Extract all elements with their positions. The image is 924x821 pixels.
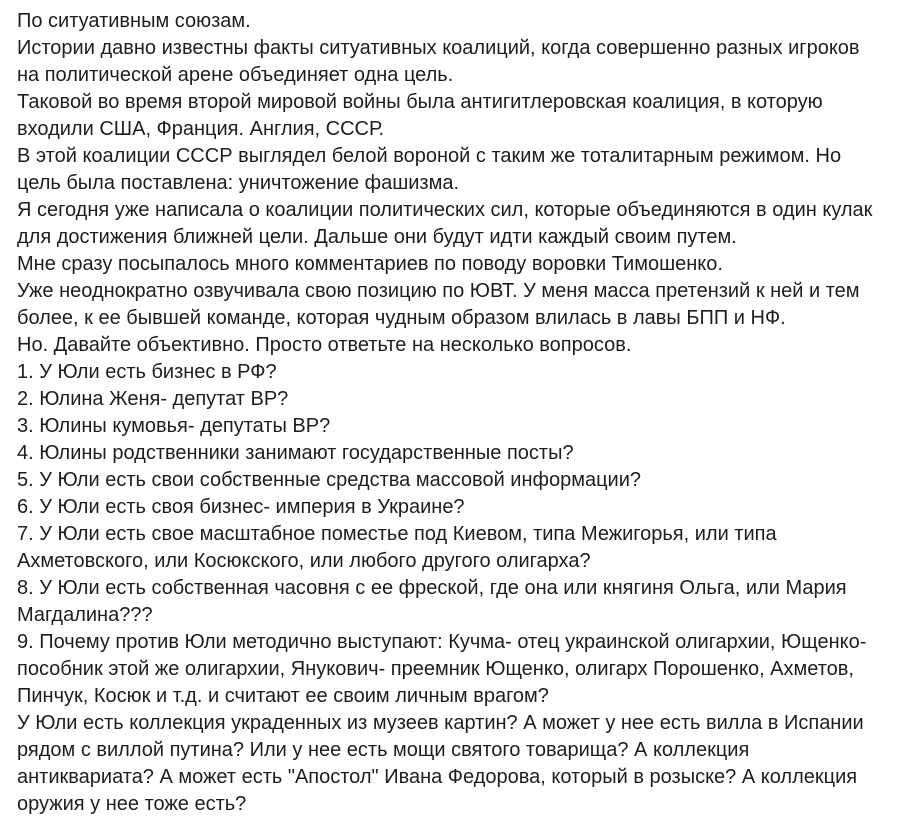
post-line: оружия у нее тоже есть? [17, 793, 247, 815]
question-line: 6. У Юли есть своя бизнес- империя в Украине? [17, 496, 465, 518]
question-line: 3. Юлины кумовья- депутаты ВР? [17, 415, 331, 437]
post-line: антиквариата? А может есть "Апостол" Ивана Федорова, который в розыске? А коллекция [17, 766, 858, 788]
post-line: В этой коалиции СССР выглядел белой вороной с таким же тоталитарным режимом. Но [17, 145, 842, 167]
post-line: Уже неоднократно озвучивала свою позицию по ЮВТ. У меня масса претензий к ней и тем [17, 280, 860, 302]
question-line: 5. У Юли есть свои собственные средства массовой информации? [17, 469, 642, 491]
post-line: входили США, Франция. Англия, СССР. [17, 118, 385, 140]
question-line: 9. Почему против Юли методично выступают: Кучма- отец украинской олигархии, Ющенко- [17, 631, 867, 653]
post-text [17, 8, 917, 818]
post-line: цель была поставлена: уничтожение фашизма. [17, 172, 460, 194]
post-line: Я сегодня уже написала о коалиции политических сил, которые объединяются в один кулак [17, 199, 873, 221]
post-line: Таковой во время второй мировой войны была антигитлеровская коалиция, в которую [17, 91, 823, 113]
question-line: 7. У Юли есть свое масштабное поместье под Киевом, типа Межигорья, или типа [17, 523, 777, 545]
post-line: на политической арене объединяет одна цель. [17, 64, 454, 86]
question-line: 2. Юлина Женя- депутат ВР? [17, 388, 289, 410]
question-line: 1. У Юли есть бизнес в РФ? [17, 361, 277, 383]
question-line: 4. Юлины родственники занимают государственные посты? [17, 442, 574, 464]
post-line: Мне сразу посыпалось много комментариев по поводу воровки Тимошенко. [17, 253, 723, 275]
question-line: Пинчук, Косюк и т.д. и считают ее своим личным врагом? [17, 685, 549, 707]
question-line: пособник этой же олигархии, Янукович- преемник Ющенко, олигарх Порошенко, Ахметов, [17, 658, 854, 680]
question-line: Ахметовского, или Косюкского, или любого другого олигарха? [17, 550, 591, 572]
post-line: более, к ее бывшей команде, которая чудным образом влилась в лавы БПП и НФ. [17, 307, 786, 329]
post-line: для достижения ближней цели. Дальше они будут идти каждый своим путем. [17, 226, 737, 248]
question-line: 8. У Юли есть собственная часовня с ее фреской, где она или княгиня Ольга, или Мария [17, 577, 847, 599]
post-line: рядом с виллой путина? Или у нее есть мощи святого товарища? А коллекция [17, 739, 750, 761]
post-line: По ситуативным союзам. [17, 10, 251, 32]
question-line: Магдалина??? [17, 604, 153, 626]
post-line: Истории давно известны факты ситуативных коалиций, когда совершенно разных игроков [17, 37, 860, 59]
post-line: Но. Давайте объективно. Просто ответьте на несколько вопросов. [17, 334, 632, 356]
post-line: У Юли есть коллекция украденных из музеев картин? А может у нее есть вилла в Испании [17, 712, 864, 734]
